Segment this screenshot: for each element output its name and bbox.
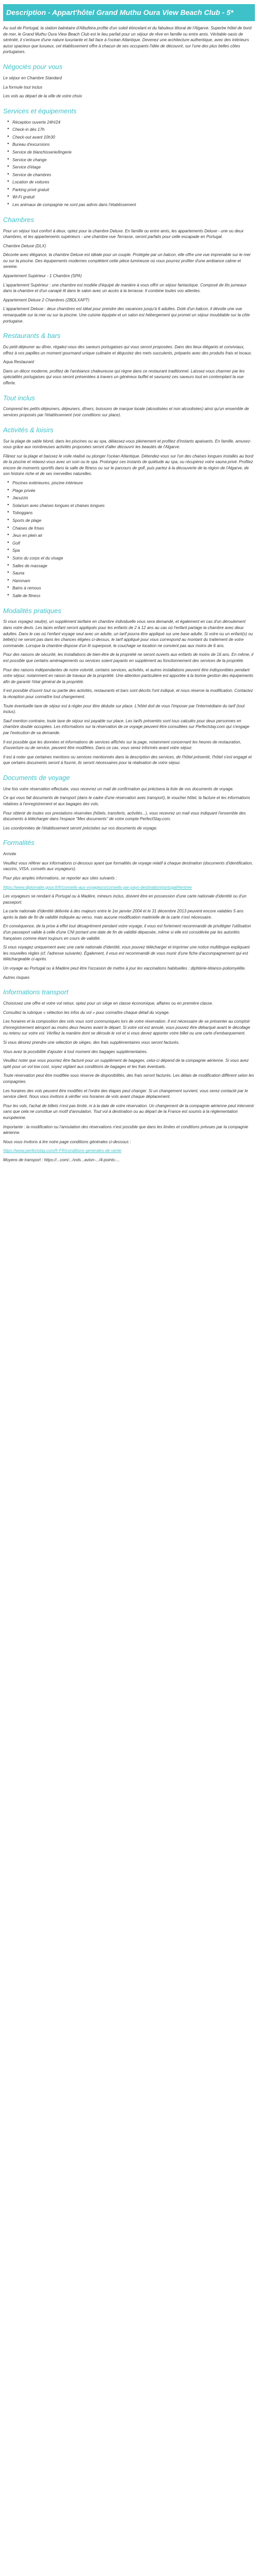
modalites-para: Il est possible que les données et informations de services affichés sur la page, notamment concernant les heures de restauration, d'ouverture ou de service, peuvent être modifiées. Dans ce cas, vous serez informés avant votre séjour. <box>3 739 241 751</box>
rooms-intro: Pour un séjour tout confort à deux, optez pour la chambre Deluxe. En famille ou entre amis, les appartements Deluxe - une ou deux chambres, et les appartements supérieurs - une chambre vue Terrasse, seront parfaits pour celle escapade en Portugal. <box>3 228 244 240</box>
documents-para: Ce qui vous fait documents de transport (dans le cadre d'une réservation avec transport), le voucher hôtel, la facture et les informations relatives à l'enregistrement et aux bagages des vols. <box>3 795 250 806</box>
neg-item-formula: La formule tout inclus <box>3 84 43 90</box>
restaurant-desc: Dans un décor moderne, profitez de l'ambiance chaleureuse qui règne dans ce restaurant traditionnel. Laissez-vous charmer par les spécialités portugaises qui vous seront présentées à travers un généreux buffet et savourez ces saveurs tout en contemplant la vue offerte. <box>3 368 245 386</box>
neg-item-flights: Les vols au départ de la ville de votre choix <box>3 94 82 99</box>
modalites-para: Pour des raisons de sécurité, les installations de bien-être de la propriété ne seront ouverts aux enfants de moins de 16 ans. En même, il est possible que certains aménagements ou services soient payants en supplément au fonctionnement des services de la propriété. <box>3 652 253 663</box>
list-item: ● Soins du corps et du visage <box>12 555 255 562</box>
list-item: ● Spa <box>12 548 255 554</box>
list-item: ● Toboggans <box>12 510 255 516</box>
formalites-para: Si vous voyagez uniquement avec une carte nationale d'identité, vous pouvez télécharger et imprimer une notice multilingue expliquant les nouvelles règles (cf. l'adresse suivante). Également, il vous est recommandé de vous munir d'une fiche d'accompagnement qui est téléchargeable ci-après. <box>3 945 250 962</box>
section-rooms-title: Chambres <box>3 215 34 224</box>
room-name-superieur: Appartement Supérieur - 1 Chambre (SPA) <box>3 274 82 279</box>
transport-para: Moyens de transport : https://...com/.../vols...avion-.../4-points-... <box>3 1157 120 1162</box>
list-item: ● Réception ouverte 24H/24 <box>12 120 255 126</box>
transport-para: Les horaires des vols peuvent être modifiés et l'ordre des étapes peut changer. Si un changement survient, vous serez contacté par le service client. Nous vous invitons à vérifier vos horaires de vols avant chaque déplacement. <box>3 1088 248 1099</box>
list-item: ● Jeux en plein air <box>12 533 255 539</box>
list-item: ● Salle de fitness <box>12 593 255 599</box>
tout-inclus-desc: Comprend les petits-déjeuners, déjeuners, dîners, boissons de marque locale (alcoolisées et non alcoolisées) ainsi qu'un ensemble de services proposés par l'établissement (voir conditions sur place). <box>3 406 249 418</box>
intro-paragraph: Au sud de Portugal, la station balnéaire d'Albufeira profite d'un soleil étincelant et du fabuleux littoral de l'Algarve. Superbe hôtel de bord de mer, le Grand Muthu Oura View Beach Club est le lieu parfait pour un séjour de rêve en famille ou entre amis. Véritable oasis de sérénité, il s'entoure d'une nature luxuriante et fait face à l'océan Atlantique. Devenez une architecture authentique, avec des intérieurs aussi spacieux que luxueux, cet établissement offre à chacun de ses occupants l'idée de découvrir, sur l'une des plus belles côtes portugaises. <box>3 26 252 55</box>
formalites-para: Pour plus amples informations, se reporter aux sites suivants : <box>3 875 117 880</box>
formalites-para: Veuillez vous référer aux informations ci-dessous ayant que formalités de voyage relatif à chaque destination (documents d'identification, vaccins, VISA, conseils aux voyageurs). <box>3 860 253 872</box>
list-item: ● Service de blanchisserie/lingerie <box>12 149 255 156</box>
description-content <box>0 21 258 1163</box>
transport-link-para <box>3 1148 255 1154</box>
list-item: ● Sauna <box>12 570 255 577</box>
transport-para: Les horaires et la composition des vols vous sont communiqués lors de votre réservation. Il est nécessaire de se présenter au comptoir d'enregistrement aéroport au moins deux heures avant le départ. Si votre vol est annulé, vous pouvez être débarqué avant le décollage ou retenu sur votre vol. Vérifiez la manière dont se déroule le vol et si vous devez apporter votre billet ou une carte d'embarquement. <box>3 1019 250 1036</box>
documents-para: Une fois votre réservation effectuée, vous recevrez un mail de confirmation qui précisera la liste de vos documents de voyage. <box>3 786 234 791</box>
room-desc-superieur: L'appartement Supérieur : une chambre est modèle d'équipé de manière à vous offrir un séjour fantastique. Composé de lits jumeaux dans la chambre et d'un canapé lit dans le salon avec un accès à la terrasse. Il combine toutes vos attentes. <box>3 282 247 294</box>
list-item: ● Solarium avec chaises longues et chaises longues <box>12 503 255 509</box>
modalites-para: Il est à noter que certaines mentions ou services mentionnés dans la description des services, de l'hôtel présenté, l'hôtel s'est engagé et que certains documents seront à fournir, ils seront nécessaires pour la réalisation de votre séjour. <box>3 754 252 766</box>
room-name-deluxe: Chambre Deluxe (DLX) <box>3 243 46 248</box>
list-item: ● Plage privée <box>12 488 255 494</box>
list-item: ● Wi-Fi gratuit <box>12 194 255 200</box>
list-item: ● Sports de plage <box>12 518 255 524</box>
activities-list <box>3 480 255 599</box>
list-item: ● Jacuzzis <box>12 495 255 501</box>
modalites-para: Il est possible d'ouvrir tout ou partie des activités, restaurants et bars sont décrits l'ont indiqué, et nous réserve la modification. Contactez la réception pour connaître tout changement. <box>3 688 253 699</box>
list-item: ● Bureau d'excursions <box>12 142 255 148</box>
formalites-para: Arrivée <box>3 852 17 857</box>
list-item: ● Check-in dès 17h <box>12 127 255 133</box>
room-desc-deluxe: Décorée avec élégance, la chambre Deluxe est idéale pour un couple. Protégée par un balcon, elle offre une vue imprenable sur le mer ou sur la piscine. Des équipements modernes complètent cette pièce lumineuse où vous pourrez profiter d'une ambiance calme et sereine. <box>3 252 251 269</box>
section-tout-inclus-title: Tout inclus <box>3 394 35 402</box>
formalites-para: Un voyage au Portugal ou à Madère peut être l'occasion de mettre à jour les vaccinations habituelles : diphtérie-tétanos-poliomyélite. <box>3 966 246 971</box>
modalites-para: Si vous voyagez seul(e), un supplément tarifaire en chambre individuelle vous sera demandé, et également en cas d'un déroulement dans votre devis. Les lacés enfant seront appliqués pour les enfants de 2 à 12 ans au cas où l'enfant partage la chambre avec deux adultes. Dans le cas où l'enfant voyage seul avec un adulte, un tarif pourra être appliqué sur une base adulte. Si votre ou un enfant(s) ou bébé(s) ne seront pas dans les chances éligées ci-dessus, le tarif appliqué pour vous correspond au montant du traitement de votre commande. Lorsque la chambre dispose d'un lit superposé, le couchage se location ne convient pas aux moins de 6 ans. <box>3 619 253 648</box>
transport-para: Toute réservation peut être modifiée sous réserve de disponibilités, des frais seront facturés. Les délais de modification diffèrent selon les compagnies. <box>3 1073 254 1084</box>
modalites-para: Sauf mention contraire, toute taxe de séjour est payable sur place. Les tarifs présentés sont tous calculés pour deux personnes en chambre double occupées. Les informations sur la réservation de ce voyage peuvent être consultées sur Perfectstay.com qui s'engage par l'exécution de sa demande. <box>3 718 250 735</box>
description-page <box>0 0 258 1179</box>
section-services-title: Services et équipements <box>3 107 77 115</box>
modalites-para: Pour des raisons indépendantes de notre volonté, certains services, activités, et autres installations peuvent être indisponibles pendant votre séjour, notamment en raison de travaux de la propriété. Une attention particulière est apportée à la bonne gestion des équipements afin de garantir l'état général de la propriété. <box>3 667 253 684</box>
formalites-para: La carte nationale d'identité délivrée à des majeurs entre le 1er janvier 2004 et le 31 décembre 2013 peuvent encore valables 5 ans après la date de fin de validité indiquée au verso, mais aucune modification matérielle de la carte n'est nécessaire. <box>3 909 244 920</box>
list-item: ● Chaises de frises <box>12 526 255 532</box>
modalites-para: Toute éventuelle taxe de séjour est à régler pour être déduite sur place. L'hôtel doit de vous l'imposer par l'intermédiaire du tarif (tout inclus). <box>3 703 245 715</box>
transport-para: Si vous désirez prendre une sélection de sièges, des frais supplémentaires vous seront facturés. <box>3 1040 180 1045</box>
list-item: ● Service de chambres <box>12 172 255 178</box>
transport-para: Vous avez la possibilité d'ajouter à tout moment des bagages supplémentaires. <box>3 1049 148 1054</box>
description-header <box>3 4 255 21</box>
list-item: ● Service d'étage <box>12 164 255 171</box>
list-item: ● Location de voitures <box>12 179 255 185</box>
transport-para: Choisissez une offre et votre vol retour, optez pour un siège en classe économique, affaires ou en première classe. <box>3 1001 213 1006</box>
neg-item-room: Le séjour en Chambre Standard <box>3 75 62 80</box>
restaurant-name: Aqua Restaurant <box>3 360 35 365</box>
formalites-link-para <box>3 885 255 891</box>
conditions-link[interactable]: https://www.perfectstay.com/fr-FR/conditions-generales-de-vente <box>3 1148 122 1154</box>
list-item: ● Bains à remous <box>12 585 255 591</box>
list-item: ● Check-out avant 10h30 <box>12 134 255 141</box>
formalites-para: En conséquence, de la prise à effet tout désagrément pendant votre voyage, il vous est fortement recommandé de privilégier l'utilisation d'un passeport valide à celle d'une CNI portant une date de fin de validité dépassée, même si elle est considérée par les autorités françaises comme étant toujours en cours de validité. <box>3 924 251 941</box>
section-negocies-title: Négociés pour vous <box>3 63 62 71</box>
transport-para: Veuillez noter que vous pourriez être facturé pour un supplément de bagages, celui-ci dépend de la compagnie aérienne. Si vous avez opté pour un vol low cost, soyez vigilant aux conditions de bagages et les frais éventuels. <box>3 1058 249 1069</box>
transport-para: Importante : la modification ou l'annulation des réservations n'est possible que dans les limites et conditions prévues par la compagnie aérienne. <box>3 1124 248 1136</box>
list-item: ● Les animaux de compagnie ne sont pas admis dans l'établissement <box>12 202 255 208</box>
formalites-para: Les voyageurs se rendant à Portugal ou à Madère, mineurs inclus, doivent être en possession d'une carte nationale d'identité ou d'un passeport. <box>3 894 247 905</box>
activites-intro: Sur la plage de sable blond, dans les piscines ou au spa, délassez-vous pleinement et profitez d'instants apaisants. En famille, amusez-vous grâce aux nombreuses activités proposées seront d'aller découvrir les beautés de l'Algarve. <box>3 438 251 450</box>
documents-para: Les coordonnées de l'établissement seront précisées sur vos documents de voyage. <box>3 825 158 831</box>
services-list <box>3 120 255 208</box>
transport-para: Consultez la rubrique « sélection les infos du vol » pour connaître chaque détail du voyage. <box>3 1010 170 1015</box>
list-item: ● Service de change <box>12 157 255 163</box>
restaurants-intro: Du petit-déjeuner au dîner, régalez-vous des saveurs portugaises qui vous seront proposées. Dans des lieux élégants et conviviaux, offrez à vos papilles un moment gourmand unique culinaire et dégustez des mets succulents, préparés avec des produits frais et locaux. <box>3 345 252 355</box>
section-restaurants-title: Restaurants & bars <box>3 332 61 340</box>
list-item: ● Salles de massage <box>12 563 255 569</box>
transport-para: Nous vous invitons à lire notre page conditions générales ci-dessous : <box>3 1139 131 1144</box>
list-item: ● Parking privé gratuit <box>12 187 255 193</box>
formalites-para: Autres risques <box>3 975 30 980</box>
list-item: ● Piscines extérieures, piscine intérieure <box>12 480 255 486</box>
room-desc-deluxe-2: L'appartement Deluxe : deux chambres est idéal pour prendre des vacances jusqu'à 6 adultes. Doté d'un balcon, il dévoile une vue remarquable sur la mer ou sur la piscine. Une cuisine équipée et un salon est hébergement qui promet un séjour inoubliable sur la côte portugaise. <box>3 307 250 324</box>
section-transport-title: Informations transport <box>3 988 69 996</box>
list-item: ● Golf <box>12 540 255 547</box>
room-name-deluxe-2: Appartement Deluxe 2 Chambres (2BDLXAPT) <box>3 297 90 302</box>
description-title: Description - Appart'hôtel Grand Muthu Oura View Beach Club - 5* <box>6 8 234 16</box>
section-activites-title: Activités & loisirs <box>3 426 54 434</box>
diplomatie-link[interactable]: https://www.diplomatie.gouv.fr/fr/conseils-aux-voyageurs/conseils-par-pays-destination/portugal/#entree <box>3 885 192 890</box>
section-formalites-title: Formalités <box>3 839 35 847</box>
documents-para: Pour obtenir de toutes vos prestations réservées (hôtels, transferts, activités...), vous recevrez un mail vous indiquant l'ensemble des documents à télécharger dans l'espace "Mes documents" de votre compte PerfectStay.com. <box>3 810 246 822</box>
transport-para: Pour les vols, l'achat de billets n'est pas limité, ni à la date de votre réservation. Un changement de la compagnie aérienne peut intervenir sans que cela ne constitue un motif d'annulation. Tout vol à destination ou au départ de la France est soumis à la réglementation européenne. <box>3 1103 254 1120</box>
section-documents-title: Documents de voyage <box>3 773 70 782</box>
list-item: ● Hammam <box>12 578 255 584</box>
section-modalites-title: Modalités pratiques <box>3 606 61 615</box>
activites-desc: Flânez sur la plage et baissez le voile réalisé ou plonger l'océan Atlantique. Détendez-vous sur l'un des chaises longues installés au bord de la piscine et relaxez-vous avec un soin ou le spa. Prolongez ces instants de quiétude au spa, ou récupérez votre sauna privé. Profitez encore de moments sportifs dans la salle de fitness ou sur le parcours de golf, puis partez à la découverte de la région de l'Algarve, de son histoire riche et de ses merveilles naturelles. <box>3 453 253 477</box>
